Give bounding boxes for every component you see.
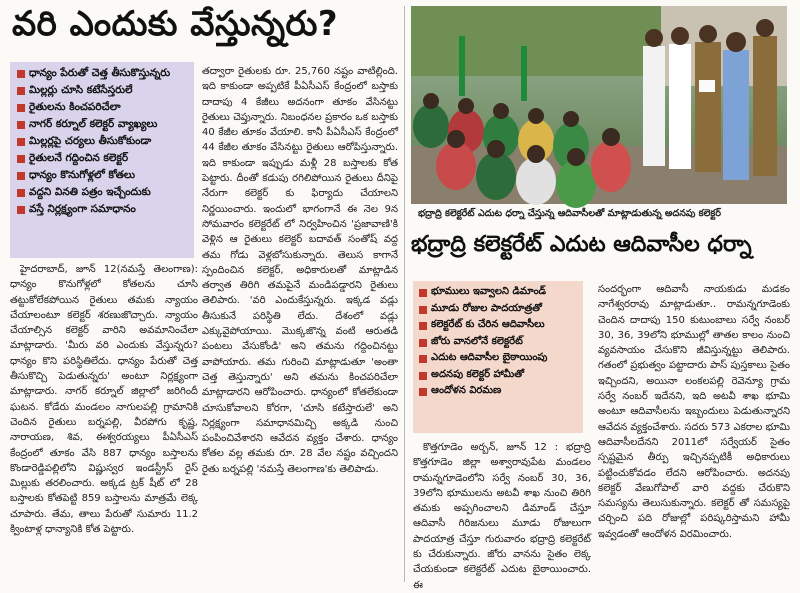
left-highlight: మిల్లర్లపై చర్యలు తీసుకోకుండా <box>16 134 190 149</box>
right-story-column-1 <box>413 440 591 591</box>
left-highlight: నాగర్ కర్నూల్ కలెక్టర్ వ్యాఖ్యలు <box>16 117 190 132</box>
protest-photo-illustration <box>411 6 787 204</box>
left-story-col2-text: తద్వారా రైతులకు రూ. 25,760 నష్టం వాటిల్లింది. ఇది కాకుండా అప్పటికే పీఏసీఎస్ కేంద్రంలో బస్తాకు దాదాపు 4 కేజీలు అదనంగా తూకం వేసినట్టు రైతులు చెప్తున్నారు. నిబంధనల ప్రకారం ఒక బస్తాకు 40 కేజీల తూకం వేయాలి. కానీ పీఏసీఎస్ కేంద్రంలో 44 కేజీల తూకం వేసినట్టు రైతులు ఆరోపిస్తున్నారు. ఇది కాకుండా ఇప్పుడు మళ్లీ 28 బస్తాలకు కోత పెట్టారు. దీంతో కడుపు రగిలిపోయిన రైతులు దీనిపై నేరుగా కలెక్టర్ కు ఫిర్యాదు చేయాలని నిర్ణయించారు. ఇందులో భాగంగానే ఈ నెల 9న సోమవారం కలెక్టరేట్ లో నిర్వహించిన 'ప్రజావాణి'కి వెళ్లిన ఆ రైతులు కలెక్టర్ బదావత్ సంతోష్ వద్ద తమ గోడు వెళ్లబోసుకున్నారు. తెలుస కాగానే స్పందించిన కలెక్టర్, అధికారులతో మాట్లాడిన తర్వాత తిరిగి తమపైనే మండిపడ్డారని రైతులు తెలిపారు. 'వరి ఎందుకేస్తున్నరు. ఇక్కడ వడ్లు తీసుకునే పరిస్థితి లేదు. దేశంలో వడ్లు ఎక్కువైపోయాయి. మొక్కజొన్న వంటి ఆరుతడి పంటలు వేసుకోండి' అని తమను గద్దించినట్టు వాపోయారు. తమ గురించి మాట్లాడుతూ 'అంతా చెత్త తెస్తున్నారు' అని తమను కించపరిచేలా మాట్లాడారని ఆరోపించారు. ధాన్యంలో కోతలేకుండా చూసుకోవాలని కోరగా, 'చూసి కటేస్తారులే' అని నిర్లక్ష్యంగా సమాధానమిచ్చి అక్కడి నుంచి పంపించివేశారని ఆవేదన వ్యక్తం చేశారు. ధాన్యం కోతల వల్ల తమకు రూ. 28 వేల నష్టం వచ్చిందని రైతు బర్నపల్లి 'నమస్తే తెలంగాణ'కు తెలిపాడు. <box>202 66 398 475</box>
left-story-column-1 <box>10 262 198 584</box>
left-highlight: వద్దని వినతి పత్రం ఇచ్చేందుకు <box>16 185 190 200</box>
right-story-column-2 <box>598 282 790 584</box>
protest-photo <box>411 6 787 204</box>
right-highlight: ఎదుట ఆదివాసీల బైఠాయింపు <box>418 351 579 366</box>
left-headline: వరి ఎందుకు వేస్తున్నరు? <box>12 4 339 44</box>
right-highlights-box <box>413 281 583 433</box>
right-headline: భద్రాద్రి కలెక్టరేట్ ఎదుట ఆదివాసీల ధర్నా <box>411 232 752 257</box>
left-highlight: ధాన్యం కొనుగోళ్లలో కోతలు <box>16 168 190 183</box>
right-highlight: ఆందోళన విరమణ <box>418 384 579 399</box>
column-divider <box>404 6 405 582</box>
right-highlight: అదనపు కలెక్టర్ హామీతో <box>418 368 579 383</box>
right-highlight: భూములు ఇవ్వాలని డిమాండ్ <box>418 285 579 300</box>
right-highlight: జోరు వానలోనే కలెక్టరేట్ <box>418 335 579 350</box>
photo-caption: భద్రాద్రి కలెక్టరేట్ ఎదుట ధర్నా చేస్తున్న ఆదివాసీలతో మాట్లాడుతున్న అదనపు కలెక్టర్ <box>418 208 721 219</box>
right-highlight: కలెక్టరేట్ కు చేరిన ఆదివాసీలు <box>418 318 579 333</box>
left-highlight: ధాన్యం పేరుతో చెత్త తీసుకొస్తున్నరు <box>16 66 190 81</box>
left-highlight: వస్తే నిర్లక్ష్యంగా సమాధానం <box>16 202 190 217</box>
left-story-column-2 <box>202 64 398 584</box>
right-story-col1-text: కొత్తగూడెం అర్బన్, జూన్ 12 : భద్రాద్రి కొత్తగూడెం జిల్లా అశ్వారావుపేట మండలం రామన్నగూడెంలోని సర్వే నంబర్ 30, 36, 39లోని భూములను అటవీ శాఖ నుంచి తిరిగి తమకు అప్పగించాలని డిమాండ్ చేస్తూ ఆదివాసీ గిరిజనులు మూడు రోజులుగా పాదయాత్ర చేస్తూ గురువారం భద్రాద్రి కలెక్టరేట్ కు చేరుకున్నారు. జోరు వానను సైతం లెక్క చేయకుండా కలెక్టరేట్ ఎదుట బైఠాయించారు. ఈ <box>413 442 591 591</box>
left-highlight: రైతులనే గద్దించిన కలెక్టర్ <box>16 151 190 166</box>
right-highlight: మూడు రోజుల పాదయాత్రతో <box>418 302 579 317</box>
left-highlight: మిల్లర్లు చూసి కటేసేస్తరులే <box>16 83 190 98</box>
right-story-col2-text: సందర్భంగా ఆదివాసీ నాయకుడు మడకం నాగేశ్వరరావు మాట్లాడుతూ.. రామన్నగూడెంకు చెందిన దాదాపు 150 కుటుంబాలు సర్వే నంబర్ 30, 36, 39లోని భూముల్లో తాతల కాలం నుంచి వ్యవసాయం చేసుకొని జీవిస్తున్నట్టు తెలిపారు. గతంలో ప్రభుత్వం పట్టాదారు పాస్ పుస్తకాలు సైతం ఇచ్చిందని, అయినా లంకలపల్లి రెవెన్యూ గ్రామ సర్వే నంబర్ ఇదేనని, ఇది అటవీ శాఖ భూమి అంటూ ఆదివాసీలను ఇబ్బందులు పెడుతున్నారని ఆవేదన వ్యక్తంచేశారు. సదరు 573 ఎకరాల భూమి ఆదివాసీలదేనని 2011లో సర్వేయర్ సైతం స్పష్టమైన తీర్పు ఇచ్చినప్పటికీ అధికారులు పట్టించుకోవడం లేదని ఆరోపించారు. అదనపు కలెక్టర్ వేణుగోపాల్ వారి వద్దకు చేరుకొని సమస్యను తెలుసుకున్నారు. కలెక్టర్ తో సమస్యపై చర్చించి పది రోజుల్లో పరిష్కరిస్తామని హామీ ఇవ్వడంతో ఆందోళన విరమించారు. <box>598 284 790 540</box>
left-highlight: రైతులను కించపరిచేలా <box>16 100 190 115</box>
left-highlights-box <box>10 62 194 258</box>
left-story-col1-text: హైదరాబాద్, జూన్ 12(నమస్తే తెలంగాణ): ధాన్యం కొనుగోళ్లలో కోతలను చూసి తట్టుకోలేకపోయిన రైతులు తమకు న్యాయం చేయాలంటూ కలెక్టర్ శరణుజొచ్చారు. న్యాయం చేయాల్సిన కలెక్టర్ వారిని అవమానించేలా మాట్లాడారు. 'మీరు వరి ఎందుకు వేస్తున్నరు? ధాన్యం కొని పరిస్థితిలేదు. ధాన్యం పేరుతో చెత్త తీసుకొచ్చి పెడుతున్నరు' అంటూ నిర్లక్ష్యంగా మాట్లాడారు. నాగర్ కర్నూల్ జిల్లాలో జరిగిందీ ఘటన. కోడేరు మండలం నాగులపల్లి గ్రామానికి చెందిన రైతులు బర్నపల్లి, వీరపోగు కృష్ణ, నారాయణ, శివ, ఈశ్వరయ్యలు పీఏసీఎస్ కేంద్రంలో తూకం వేసి 887 ధాన్యం బస్తాలను కొండారెడ్డిపల్లిలోని విష్ణుస్వర ఇండస్ట్రీస్ రైస్ మిల్లుకు తరలించారు. అక్కడ ట్రక్ షీట్ లో 28 బస్తాలకు కోతపెట్టి 859 బస్తాలను మాత్రమే లెక్క చూపారు. తేమ, తాలు పేరుతో సుమారు 11.2 క్వింటాళ్ల ధాన్యానికి కోత పెట్టారు. <box>10 264 198 536</box>
